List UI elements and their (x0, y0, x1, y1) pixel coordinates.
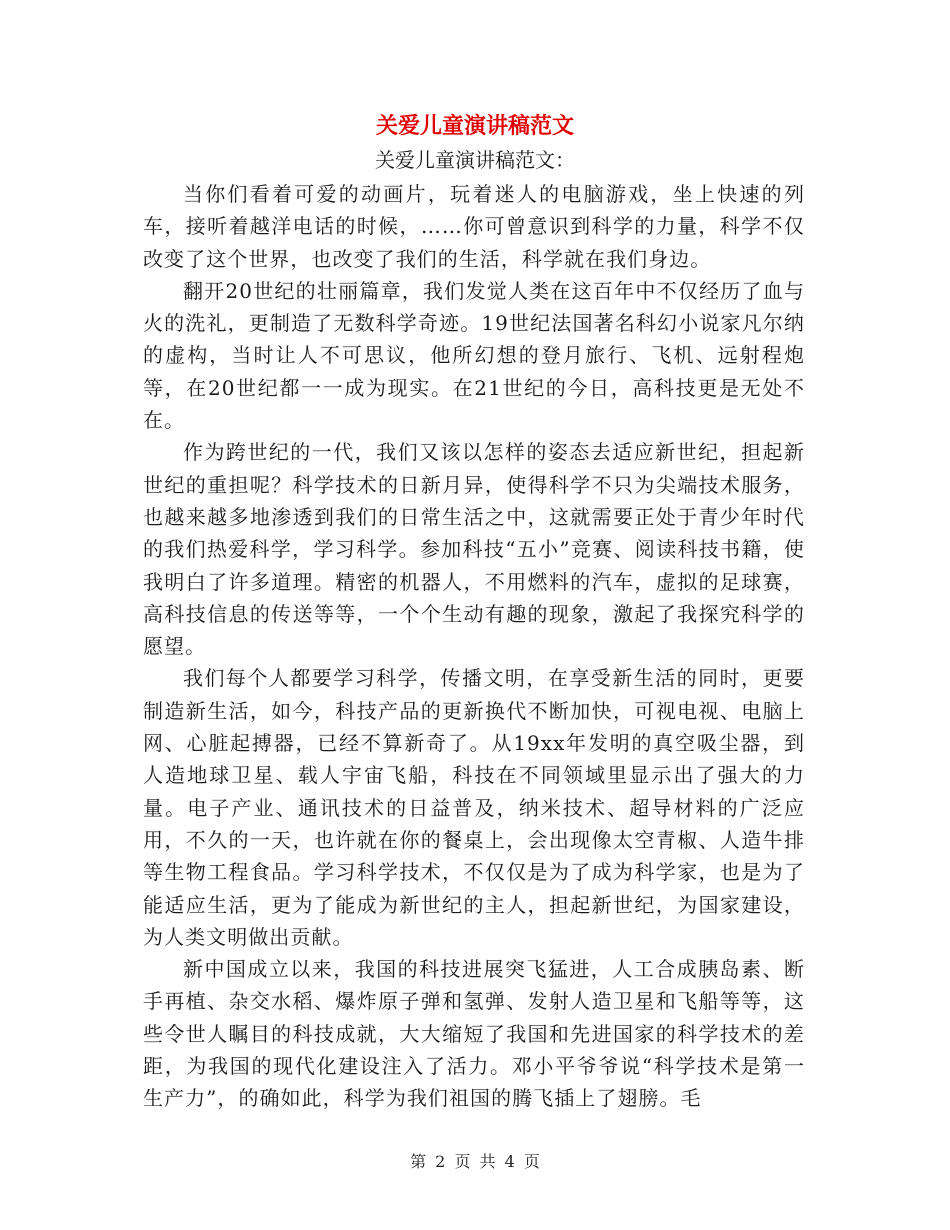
paragraph: 新中国成立以来，我国的科技进展突飞猛进，人工合成胰岛素、断手再植、杂交水稻、爆炸原子弹和氢弹、发射人造卫星和飞船等等，这些令世人瞩目的科技成就，大大缩短了我国和先进国家的科学技术的差距，为我国的现代化建设注入了活力。邓小平爷爷说“科学技术是第一生产力”，的确如此，科学为我们祖国的腾飞插上了翅膀。毛 (143, 957, 805, 1111)
paragraph: 翻开20世纪的壮丽篇章，我们发觉人类在这百年中不仅经历了血与火的洗礼，更制造了无数科学奇迹。19世纪法国著名科幻小说家凡尔纳的虚构，当时让人不可思议，他所幻想的登月旅行、飞机、远射程炮等，在20世纪都一一成为现实。在21世纪的今日，高科技更是无处不在。 (143, 278, 805, 433)
paragraph: 我们每个人都要学习科学，传播文明，在享受新生活的同时，更要制造新生活，如今，科技产品的更新换代不断加快，可视电视、电脑上网、心脏起搏器，已经不算新奇了。从19xx年发明的真空吸尘器，到人造地球卫星、载人宇宙飞船，科技在不同领域里显示出了强大的力量。电子产业、通讯技术的日益普及，纳米技术、超导材料的广泛应用，不久的一天，也许就在你的餐桌上，会出现像太空青椒、人造牛排等生物工程食品。学习科学技术，不仅仅是为了成为科学家，也是为了能适应生活，更为了能成为新世纪的主人，担起新世纪，为国家建设，为人类文明做出贡献。 (143, 666, 805, 949)
page-number-footer: 第 2 页 共 4 页 (410, 1152, 540, 1171)
paragraph: 作为跨世纪的一代，我们又该以怎样的姿态去适应新世纪，担起新世纪的重担呢？科学技术的日新月异，使得科学不只为尖端技术服务，也越来越多地渗透到我们的日常生活之中，这就需要正处于青少年时代的我们热爱科学，学习科学。参加科技“五小”竞赛、阅读科技书籍，使我明白了许多道理。精密的机器人，不用燃料的汽车，虚拟的足球赛，高科技信息的传送等等，一个个生动有趣的现象，激起了我探究科学的愿望。 (143, 440, 805, 659)
document-subtitle: 关爱儿童演讲稿范文： (375, 148, 575, 172)
document-body (143, 178, 805, 1115)
document-title: 关爱儿童演讲稿范文 (375, 113, 574, 139)
paragraph: 当你们看着可爱的动画片，玩着迷人的电脑游戏，坐上快速的列车，接听着越洋电话的时候，……你可曾意识到科学的力量，科学不仅改变了这个世界，也改变了我们的生活，科学就在我们身边。 (143, 182, 805, 271)
